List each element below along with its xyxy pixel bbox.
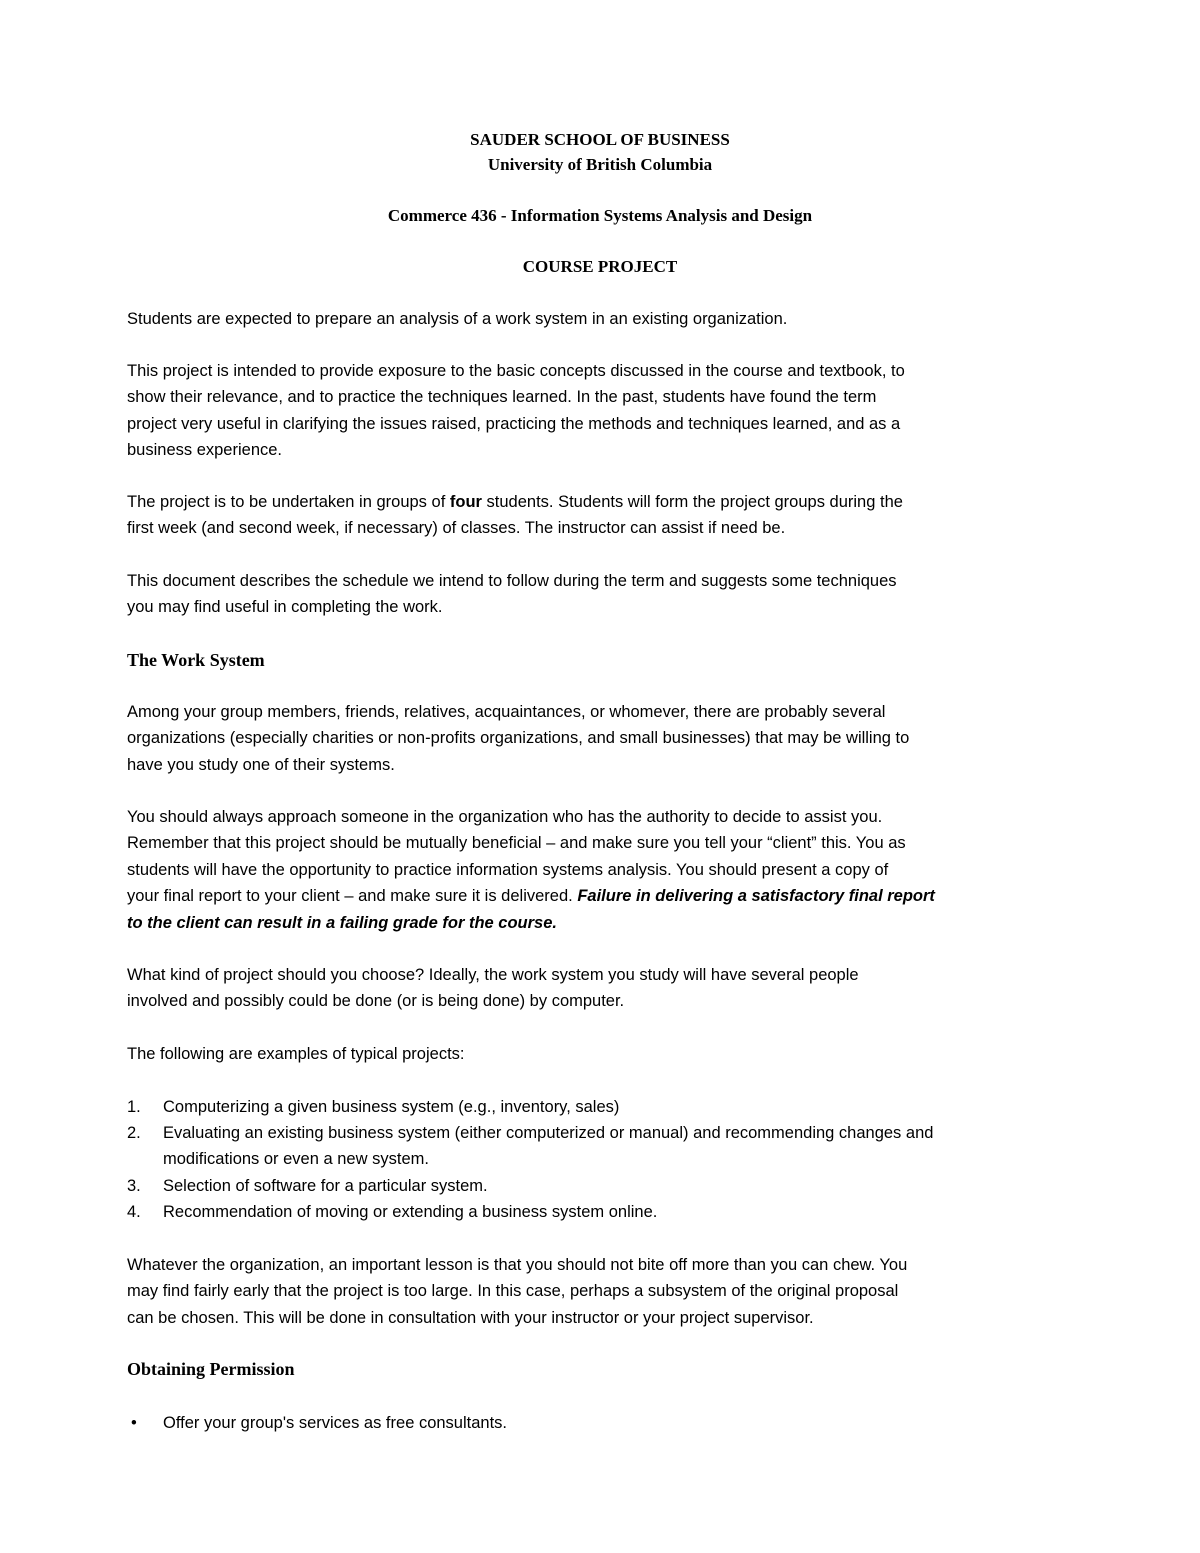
text-line: Remember that this project should be mutually beneficial – and make sure you tell your “client” this. You as	[127, 834, 906, 853]
text-line: Selection of software for a particular system.	[163, 1177, 488, 1195]
list-number: 1.	[127, 1098, 141, 1116]
text-line: Among your group members, friends, relatives, acquaintances, or whomever, there are probably several	[127, 703, 886, 721]
list-number: 2.	[127, 1124, 141, 1142]
warning-emphasis: Failure in delivering a satisfactory final report	[577, 887, 935, 906]
text-line: show their relevance, and to practice the techniques learned. In the past, students have found the term	[127, 388, 877, 407]
text-line: have you study one of their systems.	[127, 755, 395, 774]
text-line: Computerizing a given business system (e.g., inventory, sales)	[163, 1098, 620, 1116]
list-number: 3.	[127, 1177, 141, 1195]
work-system-paragraph-5	[127, 1252, 1087, 1331]
text-line: The following are examples of typical projects:	[127, 1045, 465, 1063]
text-line: you may find useful in completing the work.	[127, 598, 443, 617]
work-system-paragraph-2	[127, 804, 1087, 936]
text-line: can be chosen. This will be done in consultation with your instructor or your project supervisor.	[127, 1308, 814, 1327]
text-line: You should always approach someone in the organization who has the authority to decide to assist you.	[127, 808, 883, 826]
intro-paragraph-4	[127, 568, 1087, 621]
text-line: This project is intended to provide exposure to the basic concepts discussed in the course and textbook, to	[127, 362, 905, 380]
list-number: 4.	[127, 1203, 141, 1221]
text-line: Evaluating an existing business system (either computerized or manual) and recommending changes and	[163, 1124, 934, 1142]
text-line: This document describes the schedule we intend to follow during the term and suggests some techniques	[127, 572, 897, 590]
work-system-paragraph-1	[127, 699, 1087, 778]
warning-emphasis: to the client can result in a failing grade for the course.	[127, 913, 557, 932]
text-line: involved and possibly could be done (or is being done) by computer.	[127, 992, 625, 1011]
school-name: SAUDER SCHOOL OF BUSINESS	[470, 130, 730, 149]
section-heading-work-system: The Work System	[127, 650, 265, 670]
document-title: COURSE PROJECT	[522, 257, 678, 276]
university-name: University of British Columbia	[487, 155, 713, 174]
emphasis-four: four	[449, 493, 482, 511]
work-system-paragraph-4	[127, 1041, 1087, 1067]
text-line: may find fairly early that the project is too large. In this case, perhaps a subsystem of the original proposal	[127, 1282, 899, 1301]
text-line: students will have the opportunity to practice information systems analysis. You should present a copy of	[127, 860, 889, 879]
text-segment: The project is to be undertaken in groups of	[127, 493, 450, 511]
text-line: project very useful in clarifying the issues raised, practicing the methods and techniques learned, and as a	[127, 414, 901, 433]
text-line: Offer your group's services as free consultants.	[163, 1414, 508, 1432]
section-heading-obtaining-permission: Obtaining Permission	[127, 1359, 295, 1379]
intro-paragraph-2	[127, 358, 1087, 464]
text-line	[127, 883, 1087, 909]
text-line: Recommendation of moving or extending a business system online.	[163, 1203, 658, 1221]
course-title: Commerce 436 - Information Systems Analysis and Design	[387, 206, 813, 225]
text-line: What kind of project should you choose? Ideally, the work system you study will have several people	[127, 966, 859, 984]
text-line: first week (and second week, if necessary) of classes. The instructor can assist if need be.	[127, 519, 786, 538]
text-line	[127, 489, 1087, 515]
work-system-paragraph-3	[127, 962, 1087, 1015]
text-segment: students. Students will form the project groups during the	[481, 493, 903, 511]
intro-paragraph-3	[127, 489, 1087, 542]
text-line: modifications or even a new system.	[163, 1150, 429, 1169]
bullet-icon: •	[131, 1414, 137, 1432]
text-line: business experience.	[127, 441, 283, 460]
text-line: Whatever the organization, an important lesson is that you should not bite off more than you can chew. You	[127, 1256, 908, 1274]
text-line: Students are expected to prepare an analysis of a work system in an existing organization.	[127, 310, 788, 328]
intro-paragraph-1	[127, 306, 1087, 332]
text-segment: your final report to your client – and make sure it is delivered.	[127, 887, 578, 906]
text-line: organizations (especially charities or non-profits organizations, and small businesses) that may be willing to	[127, 729, 910, 748]
